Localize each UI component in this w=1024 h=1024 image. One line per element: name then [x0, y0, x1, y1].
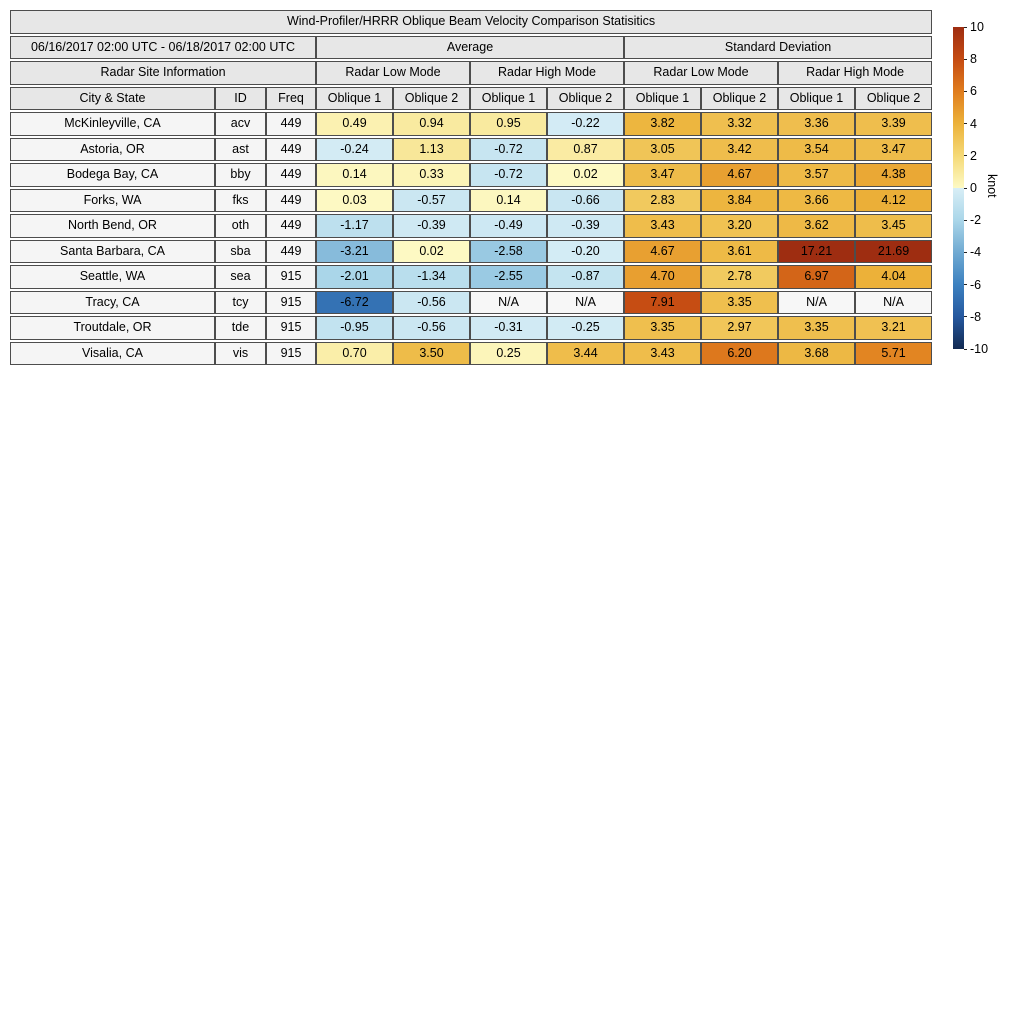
colorbar-tick	[964, 284, 967, 285]
value-cell: 3.66	[778, 189, 855, 213]
oblique-header: Oblique 2	[701, 87, 778, 111]
oblique-header: Oblique 2	[547, 87, 624, 111]
colorbar-tick	[964, 188, 967, 189]
city-cell: Astoria, OR	[10, 138, 215, 162]
site-id-cell: sea	[215, 265, 266, 289]
colorbar-tick-label: 6	[970, 84, 977, 99]
city-cell: Bodega Bay, CA	[10, 163, 215, 187]
value-cell: 4.38	[855, 163, 932, 187]
value-cell: 4.70	[624, 265, 701, 289]
freq-header: Freq	[266, 87, 316, 111]
value-cell: -0.66	[547, 189, 624, 213]
freq-cell: 915	[266, 316, 316, 340]
oblique-header: Oblique 1	[778, 87, 855, 111]
freq-cell: 915	[266, 342, 316, 366]
value-cell: N/A	[470, 291, 547, 315]
city-cell: Tracy, CA	[10, 291, 215, 315]
city-cell: Visalia, CA	[10, 342, 215, 366]
city-cell: North Bend, OR	[10, 214, 215, 238]
value-cell: 0.70	[316, 342, 393, 366]
site-id-cell: fks	[215, 189, 266, 213]
value-cell: 0.33	[393, 163, 470, 187]
value-cell: 0.25	[470, 342, 547, 366]
colorbar-tick-label: 8	[970, 52, 977, 67]
value-cell: -0.72	[470, 138, 547, 162]
freq-cell: 449	[266, 214, 316, 238]
value-cell: -0.39	[393, 214, 470, 238]
value-cell: 3.61	[701, 240, 778, 264]
value-cell: 2.78	[701, 265, 778, 289]
colorbar-tick	[964, 349, 967, 350]
value-cell: -0.39	[547, 214, 624, 238]
value-cell: 17.21	[778, 240, 855, 264]
table-title: Wind-Profiler/HRRR Oblique Beam Velocity Comparison Statisitics	[10, 10, 932, 34]
colorbar-tick	[964, 91, 967, 92]
value-cell: 3.82	[624, 112, 701, 136]
site-id-cell: ast	[215, 138, 266, 162]
mode-header-std-high: Radar High Mode	[778, 61, 932, 85]
value-cell: -0.25	[547, 316, 624, 340]
value-cell: -2.01	[316, 265, 393, 289]
oblique-header: Oblique 1	[470, 87, 547, 111]
city-state-header: City & State	[10, 87, 215, 111]
value-cell: 3.35	[778, 316, 855, 340]
value-cell: 7.91	[624, 291, 701, 315]
mode-header-avg-high: Radar High Mode	[470, 61, 624, 85]
value-cell: 3.20	[701, 214, 778, 238]
value-cell: -0.56	[393, 291, 470, 315]
site-id-cell: tde	[215, 316, 266, 340]
value-cell: 4.67	[624, 240, 701, 264]
mode-header-std-low: Radar Low Mode	[624, 61, 778, 85]
value-cell: 3.54	[778, 138, 855, 162]
value-cell: 0.03	[316, 189, 393, 213]
value-cell: 3.84	[701, 189, 778, 213]
value-cell: 21.69	[855, 240, 932, 264]
value-cell: 3.42	[701, 138, 778, 162]
value-cell: N/A	[547, 291, 624, 315]
colorbar-tick-label: -4	[970, 245, 982, 260]
freq-cell: 449	[266, 138, 316, 162]
colorbar-tick-label: -10	[970, 342, 989, 356]
colorbar-tick	[964, 316, 967, 317]
value-cell: 0.14	[470, 189, 547, 213]
site-id-cell: acv	[215, 112, 266, 136]
value-cell: -1.34	[393, 265, 470, 289]
value-cell: 3.50	[393, 342, 470, 366]
oblique-header: Oblique 2	[393, 87, 470, 111]
colorbar-unit-label: knot	[985, 174, 999, 198]
site-info-header: Radar Site Information	[10, 61, 316, 85]
value-cell: -6.72	[316, 291, 393, 315]
city-cell: Seattle, WA	[10, 265, 215, 289]
value-cell: 0.87	[547, 138, 624, 162]
value-cell: 3.21	[855, 316, 932, 340]
value-cell: 0.49	[316, 112, 393, 136]
value-cell: 4.67	[701, 163, 778, 187]
colorbar-tick-label: 10	[970, 20, 984, 34]
value-cell: 3.43	[624, 214, 701, 238]
city-cell: Forks, WA	[10, 189, 215, 213]
value-cell: 5.71	[855, 342, 932, 366]
colorbar-gradient	[953, 27, 964, 349]
value-cell: -2.58	[470, 240, 547, 264]
value-cell: 3.32	[701, 112, 778, 136]
colorbar-tick	[964, 220, 967, 221]
colorbar	[0, 0, 1024, 400]
value-cell: 3.57	[778, 163, 855, 187]
value-cell: 3.35	[624, 316, 701, 340]
value-cell: N/A	[855, 291, 932, 315]
value-cell: 3.45	[855, 214, 932, 238]
value-cell: 6.97	[778, 265, 855, 289]
site-id-cell: vis	[215, 342, 266, 366]
colorbar-tick-label: -2	[970, 213, 982, 228]
value-cell: 0.14	[316, 163, 393, 187]
value-cell: -2.55	[470, 265, 547, 289]
value-cell: -0.24	[316, 138, 393, 162]
colorbar-tick	[964, 155, 967, 156]
value-cell: 3.68	[778, 342, 855, 366]
id-header: ID	[215, 87, 266, 111]
value-cell: 2.83	[624, 189, 701, 213]
value-cell: -0.31	[470, 316, 547, 340]
freq-cell: 915	[266, 291, 316, 315]
date-range: 06/16/2017 02:00 UTC - 06/18/2017 02:00 UTC	[10, 36, 316, 60]
freq-cell: 915	[266, 265, 316, 289]
colorbar-tick-label: 4	[970, 116, 977, 131]
value-cell: 3.47	[624, 163, 701, 187]
value-cell: -1.17	[316, 214, 393, 238]
colorbar-tick-label: 0	[970, 181, 977, 195]
value-cell: 0.02	[393, 240, 470, 264]
city-cell: Troutdale, OR	[10, 316, 215, 340]
value-cell: -0.57	[393, 189, 470, 213]
mode-header-avg-low: Radar Low Mode	[316, 61, 470, 85]
value-cell: -0.95	[316, 316, 393, 340]
value-cell: 1.13	[393, 138, 470, 162]
value-cell: 3.05	[624, 138, 701, 162]
freq-cell: 449	[266, 163, 316, 187]
colorbar-tick-label: -6	[970, 277, 982, 292]
colorbar-tick	[964, 27, 967, 28]
value-cell: -0.72	[470, 163, 547, 187]
value-cell: 6.20	[701, 342, 778, 366]
site-id-cell: bby	[215, 163, 266, 187]
colorbar-tick	[964, 252, 967, 253]
value-cell: -0.20	[547, 240, 624, 264]
site-id-cell: tcy	[215, 291, 266, 315]
value-cell: N/A	[778, 291, 855, 315]
site-id-cell: oth	[215, 214, 266, 238]
oblique-header: Oblique 1	[624, 87, 701, 111]
colorbar-tick	[964, 123, 967, 124]
value-cell: 3.44	[547, 342, 624, 366]
colorbar-tick	[964, 59, 967, 60]
freq-cell: 449	[266, 112, 316, 136]
value-cell: -0.87	[547, 265, 624, 289]
value-cell: 0.95	[470, 112, 547, 136]
value-cell: 0.94	[393, 112, 470, 136]
oblique-header: Oblique 1	[316, 87, 393, 111]
freq-cell: 449	[266, 189, 316, 213]
colorbar-tick-label: 2	[970, 148, 977, 163]
value-cell: 4.04	[855, 265, 932, 289]
colorbar-tick-label: -8	[970, 309, 982, 324]
value-cell: -3.21	[316, 240, 393, 264]
value-cell: -0.22	[547, 112, 624, 136]
value-cell: 3.35	[701, 291, 778, 315]
value-cell: 4.12	[855, 189, 932, 213]
city-cell: Santa Barbara, CA	[10, 240, 215, 264]
value-cell: -0.56	[393, 316, 470, 340]
value-cell: -0.49	[470, 214, 547, 238]
site-id-cell: sba	[215, 240, 266, 264]
value-cell: 3.62	[778, 214, 855, 238]
value-cell: 3.47	[855, 138, 932, 162]
value-cell: 3.43	[624, 342, 701, 366]
value-cell: 3.39	[855, 112, 932, 136]
average-group-header: Average	[316, 36, 624, 60]
oblique-header: Oblique 2	[855, 87, 932, 111]
freq-cell: 449	[266, 240, 316, 264]
city-cell: McKinleyville, CA	[10, 112, 215, 136]
value-cell: 0.02	[547, 163, 624, 187]
value-cell: 3.36	[778, 112, 855, 136]
value-cell: 2.97	[701, 316, 778, 340]
std-group-header: Standard Deviation	[624, 36, 932, 60]
